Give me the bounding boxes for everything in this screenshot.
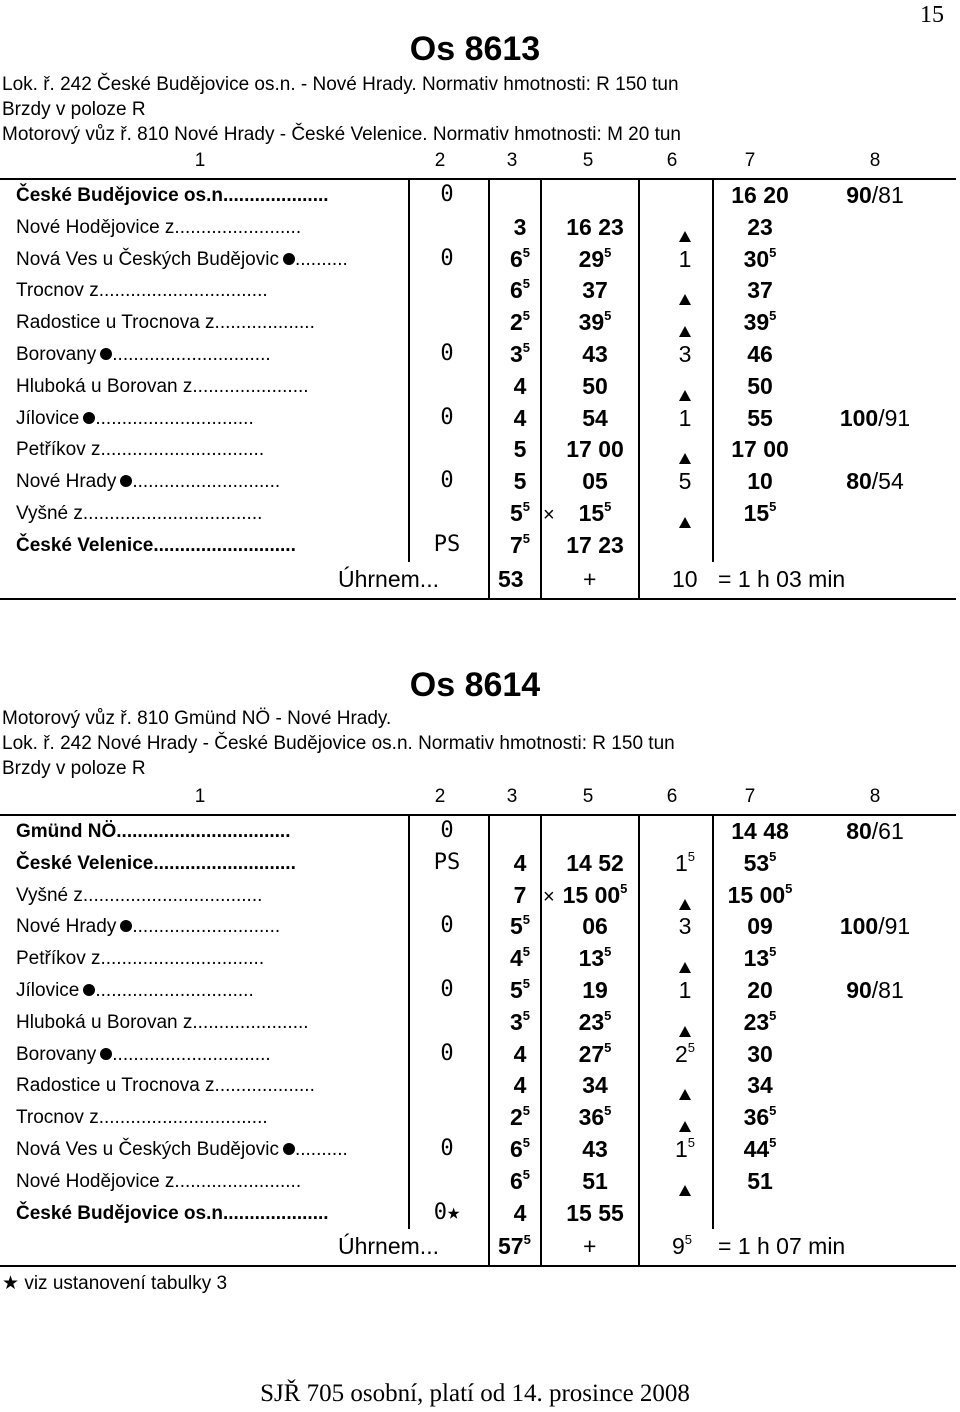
dwell-time: 3 (678, 340, 692, 367)
dwell-time: $1^5$ (674, 848, 696, 876)
arrival-time: 19 (582, 976, 608, 1003)
speed-code: 0 (440, 818, 454, 843)
timetable-body (0, 816, 956, 1229)
station-name: Jílovice .............................. (16, 407, 254, 429)
arrival-time: 15 $00^5$ (562, 880, 628, 908)
speed-code: 0 (440, 1135, 454, 1161)
speed-code: 0 (440, 976, 454, 1002)
run-time: $6^5$ (509, 276, 531, 304)
column-header: 2 (434, 150, 446, 171)
run-time: 4 (513, 372, 527, 399)
superscript-five: 5 (522, 339, 531, 355)
speed-code: 0 (440, 245, 454, 271)
departure-time: $23^5$ (743, 1007, 777, 1035)
table-row (0, 848, 956, 880)
station-name: České Budějovice os.n.................... (16, 185, 329, 206)
departure-time: $39^5$ (743, 308, 777, 336)
column-divider (638, 816, 640, 1229)
arrival-time: 17 23 (566, 531, 624, 558)
superscript-five: 5 (687, 1039, 696, 1055)
table-row (0, 1102, 956, 1134)
station-name: Nové Hodějovice z........................ (16, 216, 302, 238)
column-header-row (0, 782, 956, 816)
superscript-five: 5 (604, 1007, 612, 1023)
footnote: ★ viz ustanovení tabulky 3 (2, 1273, 228, 1294)
station-name: Petříkov z............................... (16, 948, 265, 970)
total-label: Úhrnem... (338, 1233, 439, 1260)
arrival-time: 43 (582, 340, 608, 367)
total-run-time: $57^5$ (498, 1232, 531, 1260)
table-row (0, 403, 956, 435)
superscript-five: 5 (522, 498, 531, 514)
triangle-icon (679, 1185, 691, 1196)
departure-time: 23 (747, 213, 773, 240)
column-divider (638, 180, 640, 562)
triangle-icon (679, 231, 691, 242)
total-result: = 1 h 03 min (718, 565, 846, 592)
superscript-five: 5 (687, 1134, 696, 1150)
triangle-icon (679, 1026, 691, 1037)
column-divider (488, 562, 490, 598)
departure-time: $30^5$ (743, 244, 777, 272)
column-divider (488, 180, 490, 562)
column-header: 5 (582, 786, 594, 807)
header-line: Lok. ř. 242 Nové Hrady - České Budějovice os.n. Normativ hmotnosti: R 150 tun (2, 733, 675, 754)
arrival-time: 05 (582, 468, 608, 495)
speed-limit: 80/54 (846, 468, 904, 495)
superscript-five: 5 (769, 1007, 777, 1023)
column-header: 8 (869, 786, 881, 807)
column-header: 1 (194, 150, 206, 171)
station-name: Hluboká u Borovan z...................... (16, 375, 309, 397)
cross-icon: × (543, 503, 555, 526)
stop-dot-icon (83, 412, 95, 424)
train-title: Os 8613 (409, 30, 541, 68)
page-number: 15 (920, 2, 944, 28)
superscript-five: 5 (687, 848, 696, 864)
table-row (0, 530, 956, 562)
departure-time: $36^5$ (743, 1103, 777, 1131)
column-divider (408, 180, 410, 562)
column-divider (540, 562, 542, 598)
cross-icon: × (543, 885, 555, 908)
arrival-time: 15 55 (566, 1199, 624, 1226)
station-name: Borovany .............................. (16, 343, 271, 365)
superscript-five: 5 (523, 1232, 531, 1248)
station-name: České Velenice........................... (16, 534, 296, 556)
superscript-five: 5 (604, 498, 612, 514)
superscript-five: 5 (522, 912, 531, 928)
superscript-five: 5 (522, 1007, 531, 1023)
table-row (0, 911, 956, 943)
run-time: $6^5$ (509, 1134, 531, 1162)
dwell-time: 5 (678, 468, 692, 495)
arrival-time: $23^5$ (578, 1007, 612, 1035)
table-row (0, 1039, 956, 1071)
column-divider (488, 1229, 490, 1265)
superscript-five: 5 (769, 848, 777, 864)
station-name: Gmünd NÖ................................. (16, 821, 291, 842)
table-row (0, 434, 956, 466)
run-time: $6^5$ (509, 1166, 531, 1194)
run-time: $5^5$ (509, 498, 531, 526)
speed-limit: 100/91 (839, 913, 911, 940)
arrival-time: 43 (582, 1135, 608, 1162)
dwell-time: $1^5$ (674, 1134, 696, 1162)
station-name: Trocnov z................................ (16, 1107, 268, 1129)
superscript-five: 5 (522, 1134, 531, 1150)
table-row (0, 1070, 956, 1102)
table-row (0, 371, 956, 403)
table-row (0, 943, 956, 975)
column-header: 3 (506, 150, 518, 171)
triangle-icon (679, 390, 691, 401)
superscript-five: 5 (522, 530, 531, 546)
table-row (0, 1198, 956, 1230)
station-name: Trocnov z................................ (16, 280, 268, 302)
train-header (2, 706, 675, 781)
table-row (0, 244, 956, 276)
speed-limit-main: 100 (839, 913, 879, 940)
total-stop-time: 10 (672, 565, 698, 592)
column-header: 3 (506, 786, 518, 807)
superscript-five: 5 (522, 944, 531, 960)
speed-code: PS (433, 849, 461, 875)
speed-code: PS (433, 531, 461, 557)
arrival-time: $13^5$ (578, 944, 612, 972)
table-row (0, 307, 956, 339)
column-header: 2 (434, 786, 446, 807)
table-row (0, 1007, 956, 1039)
dwell-time: 3 (678, 913, 692, 940)
run-time: $3^5$ (509, 339, 531, 367)
train-title: Os 8614 (409, 666, 541, 704)
stop-dot-icon (283, 1143, 295, 1155)
stop-dot-icon (100, 348, 112, 360)
speed-limit: 100/91 (839, 404, 911, 431)
arrival-time: 14 52 (566, 849, 624, 876)
table-row (0, 1166, 956, 1198)
arrival-time: 54 (582, 404, 608, 431)
superscript-five: 5 (522, 308, 531, 324)
total-result: = 1 h 07 min (718, 1233, 846, 1260)
timetable (0, 782, 956, 1267)
total-plus: + (583, 1233, 597, 1260)
station-name: Nová Ves u Českých Budějovic .......... (16, 1138, 348, 1160)
superscript-five: 5 (769, 498, 777, 514)
train-header (2, 72, 681, 147)
table-row (0, 212, 956, 244)
departure-time: $53^5$ (743, 848, 777, 876)
table-row (0, 498, 956, 530)
speed-code: 0★ (433, 1199, 461, 1225)
speed-limit-main: 100 (839, 404, 879, 431)
station-name: České Budějovice os.n.................... (16, 1202, 329, 1224)
speed-code: 0 (440, 340, 454, 366)
run-time: $2^5$ (509, 1103, 531, 1131)
arrival-time: $27^5$ (578, 1039, 612, 1067)
total-row (0, 562, 956, 600)
station-name: Radostice u Trocnova z................... (16, 1075, 315, 1097)
arrival-time: 50 (582, 372, 608, 399)
run-time: $2^5$ (509, 308, 531, 336)
run-time: 4 (513, 849, 527, 876)
arrival-time: $29^5$ (578, 244, 612, 272)
total-row (0, 1229, 956, 1267)
page-footer: SJŘ 705 osobní, platí od 14. prosince 2008 (260, 1380, 690, 1407)
speed-code: 0 (440, 1040, 454, 1066)
speed-limit-main: 80 (846, 818, 872, 844)
departure-time: 10 (747, 468, 773, 495)
superscript-five: 5 (604, 244, 612, 260)
arrival-time: 34 (582, 1072, 608, 1099)
superscript-five: 5 (769, 944, 777, 960)
station-name: Hluboká u Borovan z...................... (16, 1011, 309, 1033)
departure-time: 46 (747, 340, 773, 367)
superscript-five: 5 (522, 975, 531, 991)
run-time: 4 (513, 1072, 527, 1099)
departure-time: 34 (747, 1072, 773, 1099)
triangle-icon (679, 517, 691, 528)
arrival-time: $15^5$ (578, 498, 612, 526)
station-name: Vyšné z.................................. (16, 502, 263, 524)
header-line: Brzdy v poloze R (2, 99, 146, 120)
superscript-five: 5 (769, 308, 777, 324)
superscript-five: 5 (684, 1232, 693, 1248)
superscript-five: 5 (522, 1103, 531, 1119)
run-time: 3 (513, 213, 527, 240)
stop-dot-icon (283, 253, 295, 265)
triangle-icon (679, 326, 691, 337)
speed-code: 0 (440, 182, 454, 207)
total-label: Úhrnem... (338, 565, 439, 592)
column-divider (540, 180, 542, 562)
run-time: 4 (513, 1040, 527, 1067)
triangle-icon (679, 1089, 691, 1100)
departure-time: 50 (747, 372, 773, 399)
superscript-five: 5 (769, 244, 777, 260)
station-name: Borovany .............................. (16, 1043, 271, 1065)
superscript-five: 5 (522, 244, 531, 260)
arrival-time: 51 (582, 1167, 608, 1194)
departure-time: 37 (747, 277, 773, 304)
triangle-icon (679, 453, 691, 464)
superscript-five: 5 (604, 308, 612, 324)
total-stop-time: $9^5$ (672, 1232, 693, 1260)
arrival-time: $39^5$ (578, 308, 612, 336)
column-header: 1 (194, 786, 206, 807)
departure-time: $44^5$ (743, 1134, 777, 1162)
column-header: 7 (744, 786, 756, 807)
table-row (0, 275, 956, 307)
speed-limit-main: 80 (846, 468, 872, 495)
column-divider (638, 562, 640, 598)
station-name: Nové Hrady ............................ (16, 471, 281, 493)
station-name: Nová Ves u Českých Budějovic .......... (16, 248, 348, 270)
speed-limit: 90/81 (846, 976, 904, 1003)
superscript-five: 5 (769, 1103, 777, 1119)
departure-time: $13^5$ (743, 944, 777, 972)
departure-time: 09 (747, 913, 773, 940)
stop-dot-icon (120, 920, 132, 932)
departure-time: 51 (747, 1167, 773, 1194)
departure-time: 20 (747, 976, 773, 1003)
dwell-time: 1 (678, 245, 692, 272)
header-line: Brzdy v poloze R (2, 758, 146, 779)
table-row (0, 180, 956, 212)
header-line: Lok. ř. 242 České Budějovice os.n. - Nové Hrady. Normativ hmotnosti: R 150 tun (2, 74, 679, 95)
arrival-time: $36^5$ (578, 1103, 612, 1131)
superscript-five: 5 (604, 1039, 612, 1055)
column-divider (638, 1229, 640, 1265)
departure-time: 15 $00^5$ (727, 880, 793, 908)
column-header: 5 (582, 150, 594, 171)
dwell-time: 1 (678, 976, 692, 1003)
superscript-five: 5 (769, 1134, 777, 1150)
departure-time: 55 (747, 404, 773, 431)
superscript-five: 5 (604, 944, 612, 960)
run-time: $5^5$ (509, 975, 531, 1003)
station-name: České Velenice........................... (16, 852, 296, 874)
header-line: Motorový vůz ř. 810 Nové Hrady - České Velenice. Normativ hmotnosti: M 20 tun (2, 124, 681, 145)
departure-time: 17 00 (731, 436, 789, 463)
arrival-time: 17 00 (566, 436, 624, 463)
station-name: Vyšné z.................................. (16, 884, 263, 906)
column-divider (540, 1229, 542, 1265)
speed-limit: 80/61 (846, 818, 904, 844)
total-plus: + (583, 565, 597, 592)
run-time: $5^5$ (509, 912, 531, 940)
arrival-time: 37 (582, 277, 608, 304)
run-time: 5 (513, 468, 527, 495)
departure-time: 14 48 (731, 818, 789, 844)
table-row (0, 339, 956, 371)
departure-time: 30 (747, 1040, 773, 1067)
stop-dot-icon (120, 475, 132, 487)
column-header: 8 (869, 150, 881, 171)
table-row (0, 880, 956, 912)
column-header: 7 (744, 150, 756, 171)
triangle-icon (679, 1121, 691, 1132)
dwell-time: 1 (678, 404, 692, 431)
column-divider (540, 816, 542, 1229)
column-divider (408, 816, 410, 1229)
run-time: $3^5$ (509, 1007, 531, 1035)
run-time: 4 (513, 1199, 527, 1226)
superscript-five: 5 (785, 880, 793, 896)
speed-code: 0 (440, 468, 454, 494)
run-time: 5 (513, 436, 527, 463)
superscript-five: 5 (620, 880, 628, 896)
timetable-body (0, 180, 956, 562)
arrival-time: 16 23 (566, 213, 624, 240)
column-divider (488, 816, 490, 1229)
speed-code: 0 (440, 404, 454, 430)
table-row (0, 1134, 956, 1166)
table-row (0, 466, 956, 498)
station-name: Radostice u Trocnova z................... (16, 312, 315, 334)
departure-time: $15^5$ (743, 498, 777, 526)
superscript-five: 5 (522, 1166, 531, 1182)
departure-time: 16 20 (731, 182, 789, 208)
speed-code: 0 (440, 913, 454, 939)
speed-limit-main: 90 (846, 976, 872, 1003)
stop-dot-icon (100, 1048, 112, 1060)
run-time: 7 (513, 881, 527, 908)
column-divider (712, 180, 714, 562)
column-header-row (0, 146, 956, 180)
column-header: 6 (666, 786, 678, 807)
superscript-five: 5 (604, 1103, 612, 1119)
run-time: 4 (513, 404, 527, 431)
timetable (0, 146, 956, 600)
column-divider (712, 816, 714, 1229)
station-name: Jílovice .............................. (16, 979, 254, 1001)
station-name: Nové Hodějovice z........................ (16, 1170, 302, 1192)
station-name: Petříkov z............................... (16, 439, 265, 461)
header-line: Motorový vůz ř. 810 Gmünd NÖ - Nové Hrady. (2, 708, 392, 729)
stop-dot-icon (83, 984, 95, 996)
arrival-time: 06 (582, 913, 608, 940)
triangle-icon (679, 899, 691, 910)
speed-limit: 90/81 (846, 182, 904, 208)
run-time: $4^5$ (509, 944, 531, 972)
triangle-icon (679, 294, 691, 305)
triangle-icon (679, 962, 691, 973)
run-time: $7^5$ (509, 530, 531, 558)
table-row (0, 816, 956, 848)
dwell-time: $2^5$ (674, 1039, 696, 1067)
station-name: Nové Hrady ............................ (16, 916, 281, 938)
footnote-text: viz ustanovení tabulky 3 (24, 1273, 228, 1294)
superscript-five: 5 (522, 276, 531, 292)
total-run-time: 53 (498, 565, 524, 592)
table-row (0, 975, 956, 1007)
speed-limit-main: 90 (846, 182, 872, 208)
column-header: 6 (666, 150, 678, 171)
run-time: $6^5$ (509, 244, 531, 272)
